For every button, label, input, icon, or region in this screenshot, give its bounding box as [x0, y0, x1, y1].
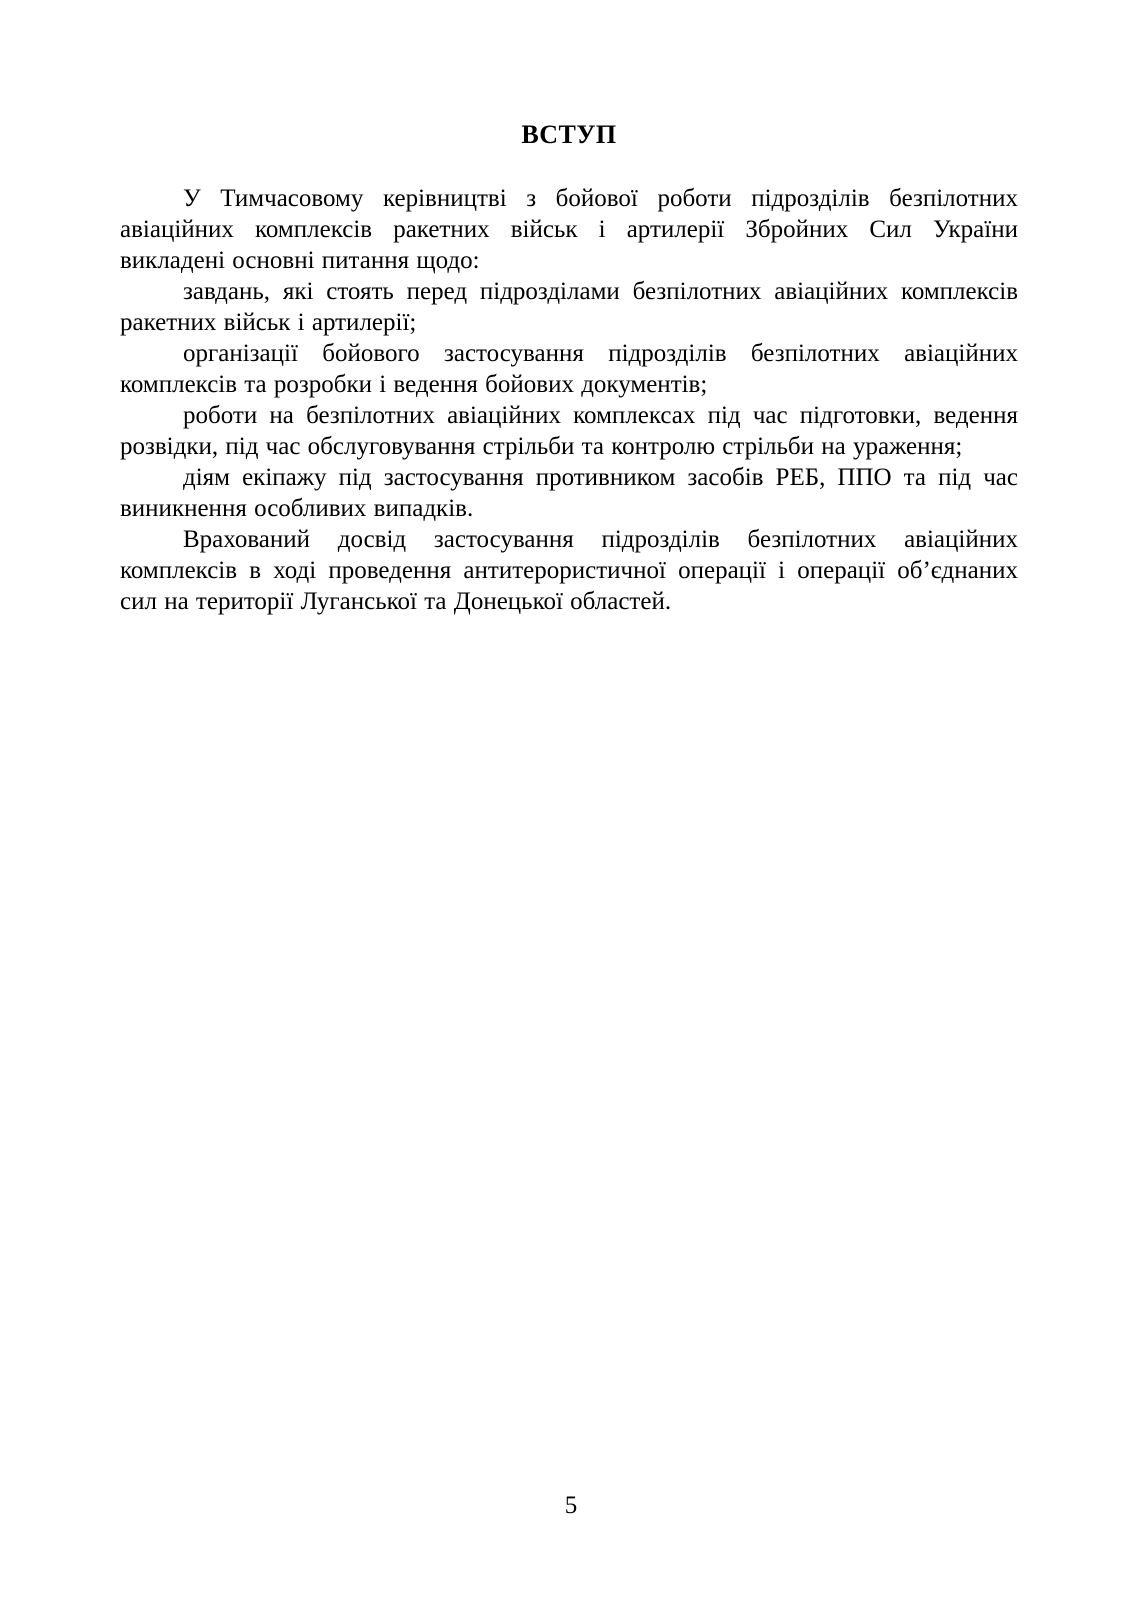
page-title: ВСТУП [521, 120, 617, 149]
paragraph-intro: У Тимчасовому керівництві з бойової роботи підрозділів безпілотних авіаційних комплексів ракетних військ і артилерії Збройних Сил України викладені основні питання щодо: [120, 185, 1018, 274]
paragraph-crew-actions: діям екіпажу під застосування противником засобів РЕБ, ППО та під час виникнення особливих випадків. [120, 464, 1018, 522]
paragraph-tasks: завдань, які стоять перед підрозділами безпілотних авіаційних комплексів ракетних військ і артилерії; [120, 278, 1018, 336]
document-body [120, 120, 1018, 617]
paragraph-organization: організації бойового застосування підрозділів безпілотних авіаційних комплексів та розробки і ведення бойових документів; [120, 340, 1018, 398]
paragraph-work: роботи на безпілотних авіаційних комплексах під час підготовки, ведення розвідки, під час обслуговування стрільби та контролю стрільби на ураження; [120, 402, 1018, 460]
page-number: 5 [564, 1492, 578, 1519]
paragraph-experience: Врахований досвід застосування підрозділів безпілотних авіаційних комплексів в ході проведення антитерористичної операції і операції об’єднаних сил на території Луганської та Донецької областей. [120, 526, 1018, 615]
